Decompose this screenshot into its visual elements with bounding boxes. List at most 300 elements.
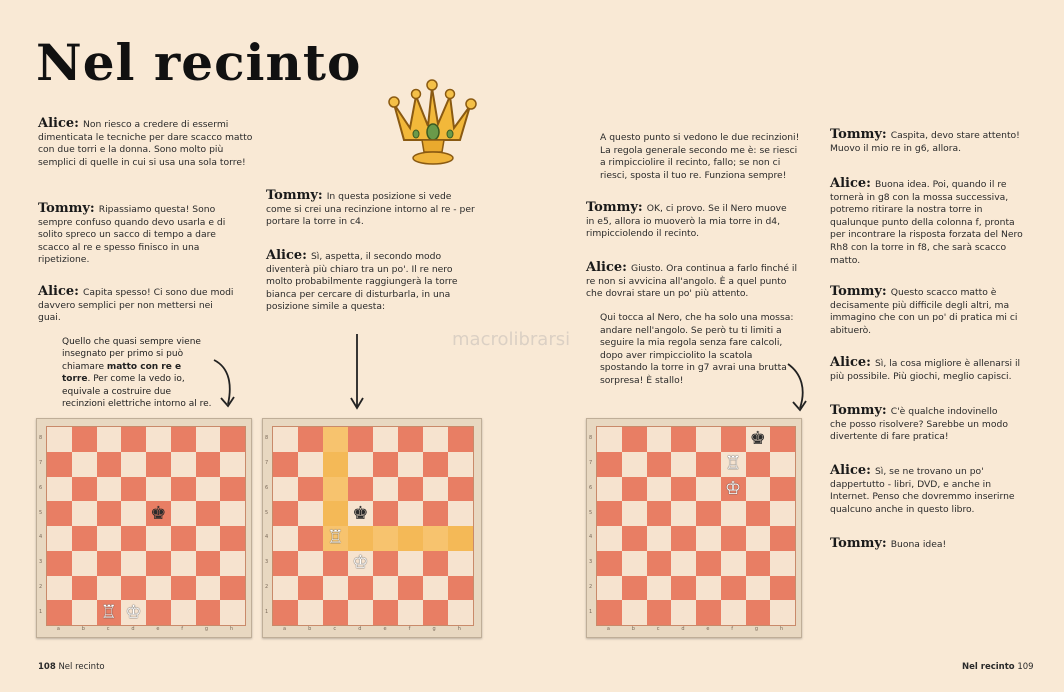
speaker-name: Tommy: bbox=[38, 201, 95, 216]
speaker-name: Tommy: bbox=[830, 536, 887, 551]
square-h7 bbox=[220, 452, 245, 477]
square-g6 bbox=[423, 477, 448, 502]
square-b3 bbox=[72, 551, 97, 576]
dialogue-alice-4 bbox=[586, 262, 800, 301]
black-king-icon: ♚ bbox=[352, 502, 369, 524]
square-d4 bbox=[671, 526, 696, 551]
square-a6 bbox=[47, 477, 72, 502]
square-a8 bbox=[597, 427, 622, 452]
square-a8 bbox=[273, 427, 298, 452]
square-b3 bbox=[298, 551, 323, 576]
square-h8 bbox=[770, 427, 795, 452]
rank-label: 6 bbox=[39, 484, 43, 491]
square-a2 bbox=[273, 576, 298, 601]
page-title: Nel recinto bbox=[36, 33, 362, 92]
square-h1 bbox=[220, 600, 245, 625]
square-c4 bbox=[97, 526, 122, 551]
file-labels bbox=[272, 626, 472, 632]
square-h4 bbox=[448, 526, 473, 551]
square-f2 bbox=[171, 576, 196, 601]
file-label: g bbox=[204, 626, 209, 632]
file-label: c bbox=[333, 626, 337, 632]
dialogue-tommy-4 bbox=[830, 129, 1030, 155]
black-king-icon: ♚ bbox=[749, 428, 766, 450]
rank-label: 2 bbox=[265, 583, 269, 590]
speaker-name: Alice: bbox=[830, 176, 871, 191]
rank-labels bbox=[589, 426, 592, 624]
square-g8 bbox=[423, 427, 448, 452]
square-a4 bbox=[47, 526, 72, 551]
square-d4 bbox=[348, 526, 373, 551]
speaker-name: Alice: bbox=[38, 284, 79, 299]
watermark bbox=[452, 329, 570, 350]
square-f3 bbox=[171, 551, 196, 576]
square-e5 bbox=[373, 501, 398, 526]
square-b2 bbox=[298, 576, 323, 601]
square-a1 bbox=[273, 600, 298, 625]
dialogue-text: OK, ci provo. Se il Nero muove in e5, allora io muoverò la mia torre in d4, rimpicciolendo il recinto. bbox=[586, 203, 787, 240]
square-d4 bbox=[121, 526, 146, 551]
square-c2 bbox=[647, 576, 672, 601]
square-b3 bbox=[622, 551, 647, 576]
square-a6 bbox=[273, 477, 298, 502]
square-d6 bbox=[121, 477, 146, 502]
note-text-before: Quello che quasi sempre viene insegnato per primo si può chiamare bbox=[62, 337, 201, 372]
curved-arrow-icon bbox=[208, 358, 238, 410]
square-f7 bbox=[721, 452, 746, 477]
rank-label: 6 bbox=[265, 484, 269, 491]
square-e7 bbox=[696, 452, 721, 477]
dialogue-tommy-2 bbox=[266, 190, 476, 229]
file-label: c bbox=[106, 626, 110, 632]
square-b5 bbox=[72, 501, 97, 526]
square-c6 bbox=[97, 477, 122, 502]
file-label: b bbox=[81, 626, 85, 632]
square-d3 bbox=[348, 551, 373, 576]
rank-label: 7 bbox=[265, 460, 269, 467]
crown-icon bbox=[376, 66, 486, 176]
square-e7 bbox=[373, 452, 398, 477]
square-g1 bbox=[196, 600, 221, 625]
square-e3 bbox=[146, 551, 171, 576]
square-b1 bbox=[622, 600, 647, 625]
page-footer-right bbox=[962, 662, 1034, 672]
dialogue-text: In questa posizione si vede come si crei una recinzione intorno al re - per portare la torre in c4. bbox=[266, 191, 475, 228]
square-g7 bbox=[746, 452, 771, 477]
file-label: f bbox=[408, 626, 411, 632]
square-c6 bbox=[647, 477, 672, 502]
dialogue-alice-5 bbox=[830, 178, 1030, 267]
square-c1 bbox=[647, 600, 672, 625]
file-label: b bbox=[308, 626, 312, 632]
white-king-icon: ♔ bbox=[725, 477, 742, 499]
square-c5 bbox=[97, 501, 122, 526]
dialogue-text: Sì, la cosa migliore è allenarsi il più possibile. Più giochi, meglio capisci. bbox=[830, 358, 1021, 382]
page-number: 109 bbox=[1017, 662, 1034, 672]
square-a3 bbox=[47, 551, 72, 576]
square-f3 bbox=[721, 551, 746, 576]
square-a5 bbox=[47, 501, 72, 526]
square-d8 bbox=[121, 427, 146, 452]
square-a7 bbox=[273, 452, 298, 477]
square-a7 bbox=[47, 452, 72, 477]
square-e6 bbox=[146, 477, 171, 502]
dialogue-tommy-7 bbox=[830, 538, 1016, 552]
file-label: c bbox=[656, 626, 660, 632]
square-e6 bbox=[373, 477, 398, 502]
dialogue-alice-3 bbox=[266, 250, 480, 314]
square-b4 bbox=[298, 526, 323, 551]
square-c6 bbox=[323, 477, 348, 502]
chess-diagram-3 bbox=[586, 418, 802, 638]
dialogue-alice-7 bbox=[830, 465, 1016, 516]
square-e8 bbox=[146, 427, 171, 452]
square-g1 bbox=[746, 600, 771, 625]
square-f3 bbox=[398, 551, 423, 576]
square-g4 bbox=[746, 526, 771, 551]
file-label: g bbox=[754, 626, 759, 632]
note-text-bold: matto con re e torre bbox=[62, 361, 182, 385]
rank-label: 2 bbox=[589, 583, 593, 590]
square-d2 bbox=[121, 576, 146, 601]
dialogue-text: Non riesco a credere di essermi dimenticata le tecniche per dare scacco matto con due torri e la donna. Sono molto più semplici di quelle in cui si usa una sola torre! bbox=[38, 119, 253, 168]
square-g3 bbox=[196, 551, 221, 576]
square-h2 bbox=[220, 576, 245, 601]
speaker-name: Alice: bbox=[830, 355, 871, 370]
chess-diagram-2 bbox=[262, 418, 482, 638]
square-e1 bbox=[696, 600, 721, 625]
speaker-name: Alice: bbox=[830, 463, 871, 478]
dialogue-text: Ripassiamo questa! Sono sempre confuso quando devo usarla e di solito spreco un sacco di tempo a dare scacco al re e spesso finisco in una ripetizione. bbox=[38, 204, 226, 266]
file-label: f bbox=[731, 626, 734, 632]
square-a8 bbox=[47, 427, 72, 452]
white-rook-icon: ♖ bbox=[100, 601, 117, 623]
dialogue-text: Giusto. Ora continua a farlo finché il re non si avvicina all'angolo. È a quel punto che dovrai stare un po' più attento. bbox=[586, 263, 797, 300]
square-b1 bbox=[72, 600, 97, 625]
square-h6 bbox=[770, 477, 795, 502]
square-e1 bbox=[146, 600, 171, 625]
square-g5 bbox=[746, 501, 771, 526]
square-h1 bbox=[448, 600, 473, 625]
file-label: e bbox=[383, 626, 387, 632]
rank-labels bbox=[39, 426, 42, 624]
file-label: a bbox=[606, 626, 610, 632]
speaker-name: Tommy: bbox=[266, 188, 323, 203]
square-e5 bbox=[146, 501, 171, 526]
square-c3 bbox=[647, 551, 672, 576]
white-king-icon: ♔ bbox=[125, 601, 142, 623]
square-e7 bbox=[146, 452, 171, 477]
square-b6 bbox=[72, 477, 97, 502]
square-h2 bbox=[770, 576, 795, 601]
rank-label: 5 bbox=[39, 509, 43, 516]
speaker-name: Tommy: bbox=[830, 127, 887, 142]
square-b7 bbox=[298, 452, 323, 477]
square-d7 bbox=[348, 452, 373, 477]
rank-label: 1 bbox=[39, 608, 43, 615]
white-rook-icon: ♖ bbox=[327, 527, 344, 549]
file-label: e bbox=[156, 626, 160, 632]
square-h8 bbox=[448, 427, 473, 452]
file-label: a bbox=[283, 626, 287, 632]
chessboard bbox=[596, 426, 796, 626]
square-a3 bbox=[597, 551, 622, 576]
rank-label: 4 bbox=[39, 534, 43, 541]
square-c4 bbox=[647, 526, 672, 551]
square-e2 bbox=[146, 576, 171, 601]
square-f5 bbox=[171, 501, 196, 526]
square-g7 bbox=[196, 452, 221, 477]
dialogue-text: Buona idea! bbox=[890, 539, 947, 550]
rank-label: 4 bbox=[265, 534, 269, 541]
rank-label: 5 bbox=[265, 509, 269, 516]
square-b6 bbox=[622, 477, 647, 502]
file-label: h bbox=[779, 626, 783, 632]
square-h2 bbox=[448, 576, 473, 601]
square-f8 bbox=[721, 427, 746, 452]
square-b1 bbox=[298, 600, 323, 625]
square-f2 bbox=[398, 576, 423, 601]
dialogue-alice-6 bbox=[830, 357, 1030, 383]
square-f7 bbox=[398, 452, 423, 477]
speaker-name: Tommy: bbox=[830, 284, 887, 299]
square-c3 bbox=[97, 551, 122, 576]
square-g3 bbox=[423, 551, 448, 576]
square-h5 bbox=[448, 501, 473, 526]
square-d7 bbox=[671, 452, 696, 477]
square-d1 bbox=[121, 600, 146, 625]
square-f6 bbox=[398, 477, 423, 502]
square-g8 bbox=[746, 427, 771, 452]
square-e1 bbox=[373, 600, 398, 625]
dialogue-narration-1 bbox=[600, 132, 800, 182]
rank-label: 7 bbox=[589, 460, 593, 467]
square-h4 bbox=[770, 526, 795, 551]
square-g6 bbox=[196, 477, 221, 502]
square-c1 bbox=[323, 600, 348, 625]
square-b2 bbox=[622, 576, 647, 601]
speaker-name: Alice: bbox=[38, 116, 79, 131]
file-labels bbox=[46, 626, 244, 632]
square-f1 bbox=[721, 600, 746, 625]
dialogue-alice-1 bbox=[38, 118, 260, 169]
square-f8 bbox=[398, 427, 423, 452]
square-b6 bbox=[298, 477, 323, 502]
square-h5 bbox=[220, 501, 245, 526]
page-number: 108 bbox=[38, 662, 56, 672]
square-h3 bbox=[448, 551, 473, 576]
square-d8 bbox=[671, 427, 696, 452]
square-d6 bbox=[348, 477, 373, 502]
square-b5 bbox=[622, 501, 647, 526]
square-d2 bbox=[348, 576, 373, 601]
square-a5 bbox=[273, 501, 298, 526]
square-d1 bbox=[671, 600, 696, 625]
square-h5 bbox=[770, 501, 795, 526]
rank-label: 7 bbox=[39, 460, 43, 467]
file-label: g bbox=[432, 626, 436, 632]
file-label: d bbox=[358, 626, 362, 632]
square-f1 bbox=[398, 600, 423, 625]
file-label: h bbox=[457, 626, 461, 632]
rank-label: 8 bbox=[589, 435, 593, 442]
dialogue-tommy-1 bbox=[38, 203, 238, 267]
dialogue-tommy-5 bbox=[830, 286, 1030, 337]
square-g1 bbox=[423, 600, 448, 625]
dialogue-text: Capita spesso! Ci sono due modi davvero semplici per non mettersi nei guai. bbox=[38, 287, 234, 324]
square-c8 bbox=[647, 427, 672, 452]
square-c1 bbox=[97, 600, 122, 625]
square-h7 bbox=[448, 452, 473, 477]
square-f4 bbox=[171, 526, 196, 551]
white-rook-icon: ♖ bbox=[725, 453, 742, 475]
square-b8 bbox=[298, 427, 323, 452]
square-f7 bbox=[171, 452, 196, 477]
chessboard bbox=[46, 426, 246, 626]
square-g4 bbox=[423, 526, 448, 551]
square-b8 bbox=[72, 427, 97, 452]
footer-label: Nel recinto bbox=[962, 662, 1015, 672]
file-label: a bbox=[56, 626, 60, 632]
square-a2 bbox=[47, 576, 72, 601]
square-e6 bbox=[696, 477, 721, 502]
square-h8 bbox=[220, 427, 245, 452]
handwritten-note bbox=[62, 336, 212, 410]
square-b4 bbox=[72, 526, 97, 551]
rank-label: 8 bbox=[39, 435, 43, 442]
square-c2 bbox=[323, 576, 348, 601]
square-g5 bbox=[423, 501, 448, 526]
square-h3 bbox=[220, 551, 245, 576]
square-a7 bbox=[597, 452, 622, 477]
square-d2 bbox=[671, 576, 696, 601]
white-king-icon: ♔ bbox=[352, 552, 369, 574]
dialogue-tommy-3 bbox=[586, 202, 792, 241]
rank-label: 3 bbox=[589, 559, 593, 566]
square-c7 bbox=[323, 452, 348, 477]
chessboard bbox=[272, 426, 474, 626]
dialogue-alice-2 bbox=[38, 286, 238, 325]
square-d5 bbox=[671, 501, 696, 526]
chess-diagram-1 bbox=[36, 418, 252, 638]
file-label: e bbox=[706, 626, 710, 632]
square-h7 bbox=[770, 452, 795, 477]
dialogue-text: Buona idea. Poi, quando il re tornerà in g8 con la mossa successiva, potremo ritirare la nostra torre in qualunque punto della colonna f, pronta per incontrare la risposta forzata del Nero Rh8 con la torre in f8, che sarà scacco matto. bbox=[830, 179, 1023, 266]
square-h1 bbox=[770, 600, 795, 625]
square-c8 bbox=[323, 427, 348, 452]
rank-label: 1 bbox=[265, 608, 269, 615]
rank-label: 3 bbox=[39, 559, 43, 566]
square-f4 bbox=[721, 526, 746, 551]
rank-label: 5 bbox=[589, 509, 593, 516]
dialogue-text: C'è qualche indovinello che posso risolvere? Sarebbe un modo divertente di fare pratica! bbox=[830, 406, 1008, 443]
square-d5 bbox=[121, 501, 146, 526]
speaker-name: Alice: bbox=[586, 260, 627, 275]
square-h3 bbox=[770, 551, 795, 576]
rank-label: 2 bbox=[39, 583, 43, 590]
square-g8 bbox=[196, 427, 221, 452]
square-g5 bbox=[196, 501, 221, 526]
rank-labels bbox=[265, 426, 268, 624]
square-g2 bbox=[746, 576, 771, 601]
square-d1 bbox=[348, 600, 373, 625]
square-a4 bbox=[273, 526, 298, 551]
square-e3 bbox=[696, 551, 721, 576]
square-h6 bbox=[220, 477, 245, 502]
square-b4 bbox=[622, 526, 647, 551]
file-label: d bbox=[681, 626, 685, 632]
square-d5 bbox=[348, 501, 373, 526]
square-c5 bbox=[323, 501, 348, 526]
note-text-after: . Per come la vedo io, equivale a costruire due recinzioni elettriche intorno al re. bbox=[62, 374, 212, 410]
dialogue-text: Questo scacco matto è decisamente più difficile degli altri, ma immagino che con un po' di pratica mi ci abituerò. bbox=[830, 287, 1018, 336]
square-a1 bbox=[597, 600, 622, 625]
square-c5 bbox=[647, 501, 672, 526]
file-labels bbox=[596, 626, 794, 632]
square-b5 bbox=[298, 501, 323, 526]
square-c3 bbox=[323, 551, 348, 576]
square-e4 bbox=[696, 526, 721, 551]
square-a6 bbox=[597, 477, 622, 502]
rank-label: 1 bbox=[589, 608, 593, 615]
square-f4 bbox=[398, 526, 423, 551]
square-a4 bbox=[597, 526, 622, 551]
speaker-name: Alice: bbox=[266, 248, 307, 263]
square-e4 bbox=[146, 526, 171, 551]
square-d7 bbox=[121, 452, 146, 477]
square-c2 bbox=[97, 576, 122, 601]
square-g3 bbox=[746, 551, 771, 576]
watermark-text: macrolibrarsi bbox=[452, 329, 571, 350]
square-e3 bbox=[373, 551, 398, 576]
square-f1 bbox=[171, 600, 196, 625]
square-e2 bbox=[696, 576, 721, 601]
down-arrow-icon bbox=[348, 332, 366, 412]
square-c7 bbox=[97, 452, 122, 477]
speaker-name: Tommy: bbox=[830, 403, 887, 418]
dialogue-text: Sì, aspetta, il secondo modo diventerà più chiaro tra un po'. Il re nero molto probabilmente raggiungerà la torre bianca per cercare di disturbarla, in una posizione simile a questa: bbox=[266, 251, 458, 313]
square-b2 bbox=[72, 576, 97, 601]
file-label: f bbox=[181, 626, 184, 632]
square-e2 bbox=[373, 576, 398, 601]
dialogue-text: Sì, se ne trovano un po' dappertutto - libri, DVD, e anche in Internet. Penso che dovremmo inserirne qualcuno anche in questo libro. bbox=[830, 466, 1015, 515]
square-d6 bbox=[671, 477, 696, 502]
rank-label: 3 bbox=[265, 559, 269, 566]
square-f2 bbox=[721, 576, 746, 601]
square-c4 bbox=[323, 526, 348, 551]
rank-label: 6 bbox=[589, 484, 593, 491]
file-label: b bbox=[631, 626, 635, 632]
dialogue-text: A questo punto si vedono le due recinzioni! La regola generale secondo me è: se riesci a rimpicciolire il recinto, fallo; se non ci riesci, sposta il tuo re. Funziona sempre! bbox=[600, 132, 800, 181]
square-h6 bbox=[448, 477, 473, 502]
square-c7 bbox=[647, 452, 672, 477]
speaker-name: Tommy: bbox=[586, 200, 643, 215]
square-a1 bbox=[47, 600, 72, 625]
square-g6 bbox=[746, 477, 771, 502]
square-h4 bbox=[220, 526, 245, 551]
square-g4 bbox=[196, 526, 221, 551]
square-f5 bbox=[398, 501, 423, 526]
file-label: h bbox=[229, 626, 233, 632]
square-e4 bbox=[373, 526, 398, 551]
square-d8 bbox=[348, 427, 373, 452]
file-label: d bbox=[131, 626, 135, 632]
square-a2 bbox=[597, 576, 622, 601]
square-b7 bbox=[72, 452, 97, 477]
square-a3 bbox=[273, 551, 298, 576]
dialogue-tommy-6 bbox=[830, 405, 1016, 444]
square-a5 bbox=[597, 501, 622, 526]
